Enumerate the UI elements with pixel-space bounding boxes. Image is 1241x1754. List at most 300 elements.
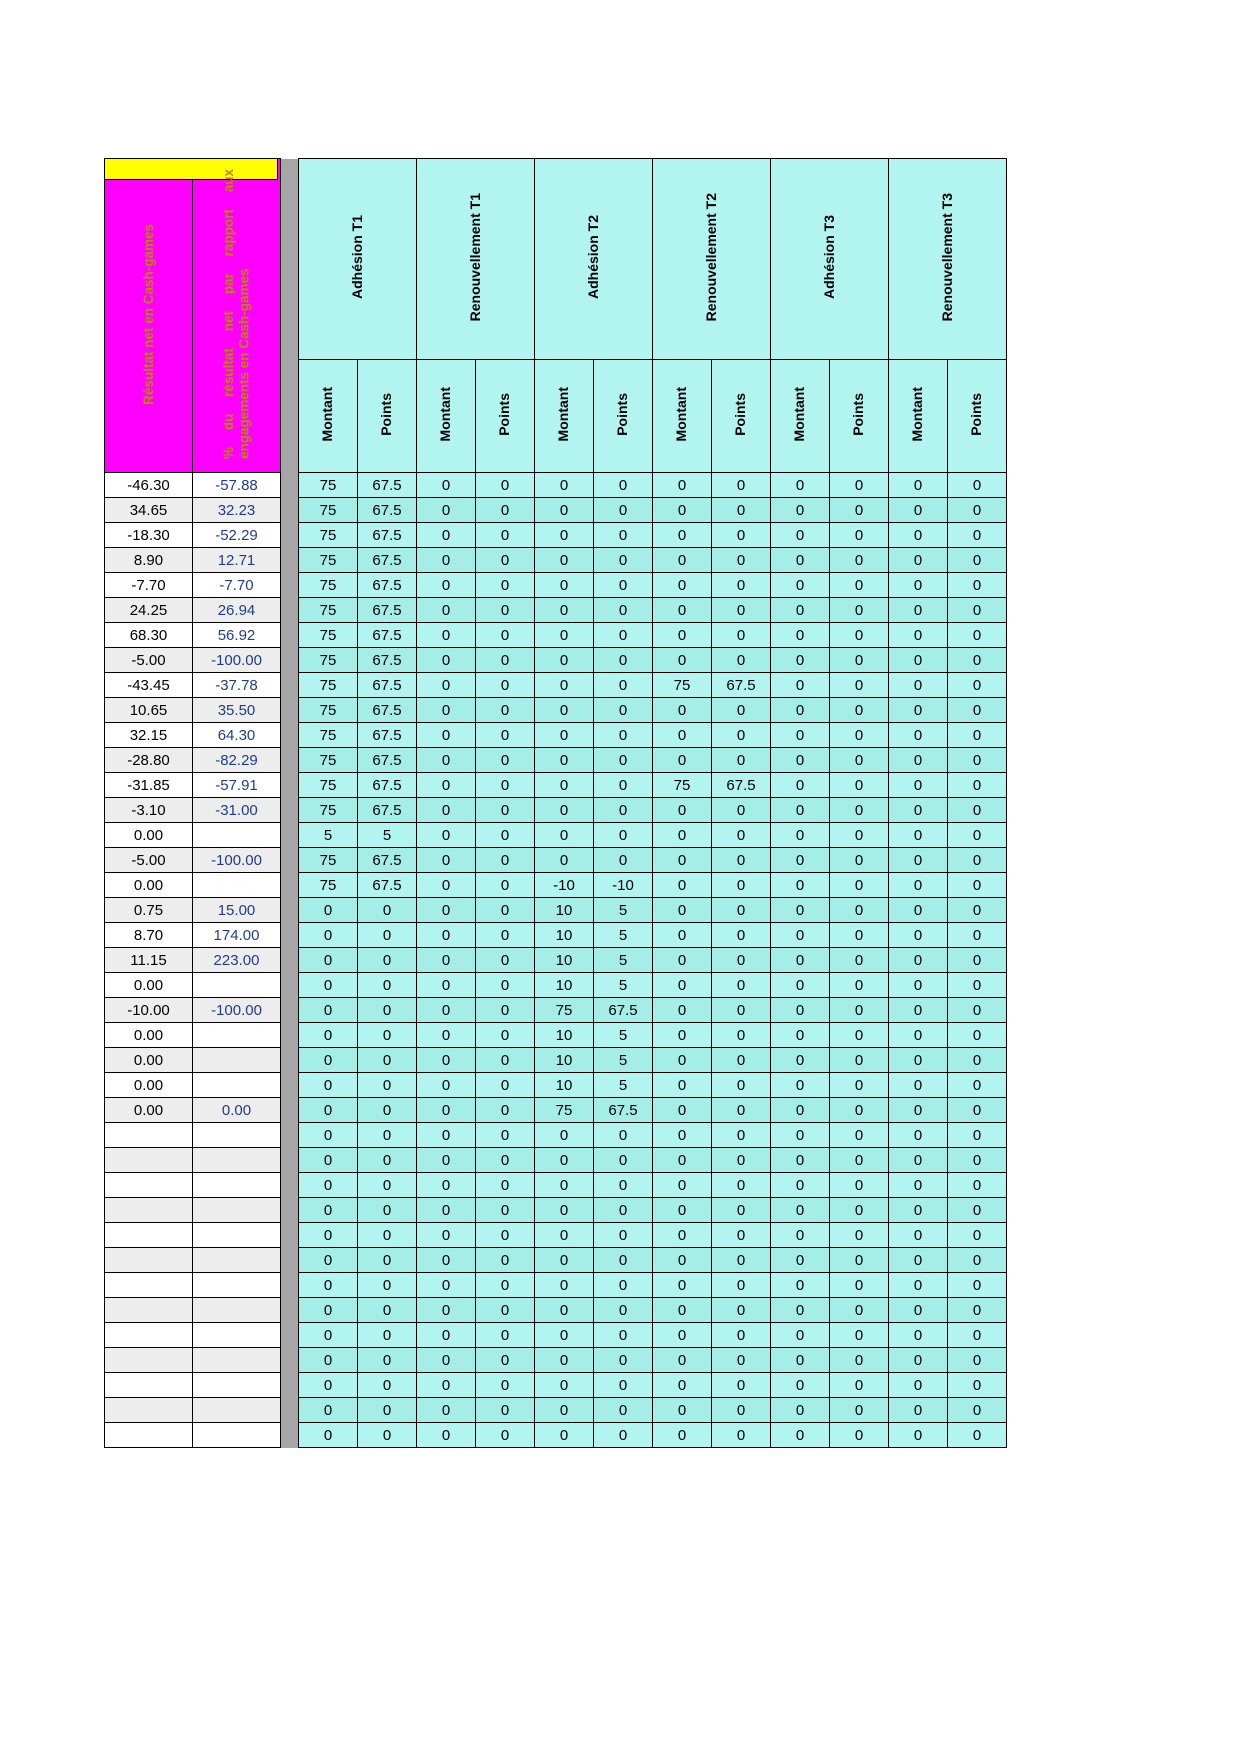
cell-montant[interactable]: 0 bbox=[535, 573, 594, 598]
cell-montant[interactable]: 0 bbox=[653, 1123, 712, 1148]
cell-resultat-net[interactable]: 24.25 bbox=[105, 598, 193, 623]
cell-points[interactable]: 0 bbox=[358, 1223, 417, 1248]
cell-points[interactable]: 0 bbox=[594, 1373, 653, 1398]
cell-montant[interactable]: 0 bbox=[299, 1198, 358, 1223]
cell-points[interactable]: 0 bbox=[594, 773, 653, 798]
cell-montant[interactable]: 0 bbox=[417, 548, 476, 573]
cell-points[interactable]: 0 bbox=[594, 673, 653, 698]
cell-montant[interactable]: 0 bbox=[299, 1073, 358, 1098]
cell-montant[interactable]: 0 bbox=[653, 798, 712, 823]
cell-points[interactable]: 0 bbox=[712, 1048, 771, 1073]
cell-montant[interactable]: 0 bbox=[889, 1248, 948, 1273]
cell-points[interactable]: 0 bbox=[712, 923, 771, 948]
cell-points[interactable]: 0 bbox=[830, 1273, 889, 1298]
cell-montant[interactable]: 0 bbox=[889, 623, 948, 648]
cell-points[interactable]: 0 bbox=[830, 723, 889, 748]
cell-points[interactable]: 0 bbox=[476, 1148, 535, 1173]
cell-points[interactable]: 0 bbox=[476, 748, 535, 773]
cell-points[interactable]: 0 bbox=[594, 798, 653, 823]
cell-pourcentage[interactable] bbox=[193, 973, 281, 998]
cell-points[interactable]: 67.5 bbox=[358, 673, 417, 698]
cell-montant[interactable]: 0 bbox=[535, 598, 594, 623]
cell-montant[interactable]: 0 bbox=[889, 823, 948, 848]
cell-montant[interactable]: 75 bbox=[299, 623, 358, 648]
cell-montant[interactable]: 0 bbox=[417, 1198, 476, 1223]
cell-montant[interactable]: 0 bbox=[653, 948, 712, 973]
cell-montant[interactable]: 0 bbox=[771, 1073, 830, 1098]
cell-points[interactable]: 0 bbox=[358, 1023, 417, 1048]
cell-montant[interactable]: 0 bbox=[417, 623, 476, 648]
cell-montant[interactable]: 5 bbox=[299, 823, 358, 848]
cell-montant[interactable]: 0 bbox=[417, 1298, 476, 1323]
cell-points[interactable]: 0 bbox=[594, 523, 653, 548]
cell-points[interactable]: 67.5 bbox=[358, 573, 417, 598]
cell-points[interactable]: 0 bbox=[712, 523, 771, 548]
cell-points[interactable]: 0 bbox=[476, 1423, 535, 1448]
cell-montant[interactable]: 0 bbox=[771, 1223, 830, 1248]
cell-points[interactable]: 0 bbox=[830, 848, 889, 873]
cell-montant[interactable]: 0 bbox=[535, 848, 594, 873]
cell-points[interactable]: 0 bbox=[830, 1098, 889, 1123]
cell-resultat-net[interactable]: -31.85 bbox=[105, 773, 193, 798]
cell-points[interactable]: 67.5 bbox=[712, 673, 771, 698]
cell-montant[interactable]: 0 bbox=[889, 948, 948, 973]
cell-points[interactable]: 0 bbox=[476, 823, 535, 848]
cell-montant[interactable]: 0 bbox=[771, 748, 830, 773]
cell-points[interactable]: 0 bbox=[712, 898, 771, 923]
cell-pourcentage[interactable] bbox=[193, 1298, 281, 1323]
cell-montant[interactable]: -10 bbox=[535, 873, 594, 898]
cell-montant[interactable]: 0 bbox=[889, 798, 948, 823]
cell-points[interactable]: 0 bbox=[948, 1048, 1007, 1073]
cell-montant[interactable]: 0 bbox=[535, 1223, 594, 1248]
cell-montant[interactable]: 0 bbox=[417, 723, 476, 748]
cell-points[interactable]: 0 bbox=[948, 598, 1007, 623]
cell-montant[interactable]: 0 bbox=[771, 1023, 830, 1048]
cell-points[interactable]: 0 bbox=[476, 473, 535, 498]
cell-resultat-net[interactable]: 0.75 bbox=[105, 898, 193, 923]
cell-points[interactable]: 0 bbox=[594, 848, 653, 873]
cell-points[interactable]: 0 bbox=[358, 1373, 417, 1398]
cell-points[interactable]: 0 bbox=[712, 1173, 771, 1198]
cell-resultat-net[interactable] bbox=[105, 1273, 193, 1298]
cell-montant[interactable]: 0 bbox=[771, 848, 830, 873]
cell-montant[interactable]: 0 bbox=[535, 773, 594, 798]
cell-montant[interactable]: 0 bbox=[771, 1298, 830, 1323]
cell-points[interactable]: 5 bbox=[594, 898, 653, 923]
cell-montant[interactable]: 0 bbox=[771, 898, 830, 923]
cell-montant[interactable]: 0 bbox=[889, 973, 948, 998]
cell-montant[interactable]: 0 bbox=[889, 473, 948, 498]
cell-points[interactable]: 0 bbox=[830, 1373, 889, 1398]
cell-montant[interactable]: 0 bbox=[771, 1398, 830, 1423]
cell-points[interactable]: 0 bbox=[712, 1023, 771, 1048]
cell-montant[interactable]: 75 bbox=[299, 773, 358, 798]
cell-points[interactable]: 0 bbox=[948, 473, 1007, 498]
cell-montant[interactable]: 0 bbox=[535, 498, 594, 523]
cell-montant[interactable]: 0 bbox=[535, 698, 594, 723]
cell-montant[interactable]: 0 bbox=[771, 873, 830, 898]
cell-resultat-net[interactable]: 8.70 bbox=[105, 923, 193, 948]
cell-points[interactable]: 0 bbox=[594, 1223, 653, 1248]
cell-montant[interactable]: 0 bbox=[653, 498, 712, 523]
cell-pourcentage[interactable]: -100.00 bbox=[193, 648, 281, 673]
cell-points[interactable]: 0 bbox=[476, 648, 535, 673]
cell-montant[interactable]: 0 bbox=[417, 948, 476, 973]
cell-montant[interactable]: 0 bbox=[653, 1048, 712, 1073]
cell-points[interactable]: 0 bbox=[830, 1123, 889, 1148]
cell-points[interactable]: 0 bbox=[358, 923, 417, 948]
cell-points[interactable]: 0 bbox=[948, 573, 1007, 598]
cell-points[interactable]: 0 bbox=[948, 1023, 1007, 1048]
cell-points[interactable]: 5 bbox=[594, 973, 653, 998]
cell-points[interactable]: 0 bbox=[594, 598, 653, 623]
cell-points[interactable]: 0 bbox=[358, 1048, 417, 1073]
cell-points[interactable]: 0 bbox=[712, 798, 771, 823]
cell-points[interactable]: 67.5 bbox=[358, 498, 417, 523]
cell-resultat-net[interactable]: 11.15 bbox=[105, 948, 193, 973]
cell-points[interactable]: 0 bbox=[358, 1173, 417, 1198]
cell-resultat-net[interactable] bbox=[105, 1223, 193, 1248]
cell-points[interactable]: 0 bbox=[830, 648, 889, 673]
cell-points[interactable]: 0 bbox=[948, 973, 1007, 998]
cell-montant[interactable]: 0 bbox=[417, 523, 476, 548]
cell-montant[interactable]: 0 bbox=[889, 1273, 948, 1298]
cell-pourcentage[interactable] bbox=[193, 1273, 281, 1298]
cell-montant[interactable]: 75 bbox=[299, 473, 358, 498]
cell-resultat-net[interactable] bbox=[105, 1198, 193, 1223]
cell-montant[interactable]: 0 bbox=[535, 798, 594, 823]
cell-montant[interactable]: 0 bbox=[889, 1073, 948, 1098]
cell-pourcentage[interactable]: 32.23 bbox=[193, 498, 281, 523]
cell-montant[interactable]: 0 bbox=[771, 623, 830, 648]
cell-points[interactable]: 0 bbox=[712, 1148, 771, 1173]
cell-montant[interactable]: 0 bbox=[771, 923, 830, 948]
cell-montant[interactable]: 0 bbox=[653, 573, 712, 598]
cell-points[interactable]: 67.5 bbox=[358, 523, 417, 548]
cell-montant[interactable]: 0 bbox=[889, 698, 948, 723]
cell-points[interactable]: 0 bbox=[712, 998, 771, 1023]
cell-montant[interactable]: 0 bbox=[417, 1323, 476, 1348]
cell-resultat-net[interactable]: 0.00 bbox=[105, 1073, 193, 1098]
cell-points[interactable]: 5 bbox=[594, 948, 653, 973]
cell-points[interactable]: 0 bbox=[476, 623, 535, 648]
cell-points[interactable]: 0 bbox=[476, 1273, 535, 1298]
cell-montant[interactable]: 75 bbox=[299, 548, 358, 573]
cell-points[interactable]: 67.5 bbox=[358, 548, 417, 573]
cell-points[interactable]: 0 bbox=[948, 848, 1007, 873]
cell-montant[interactable]: 0 bbox=[417, 973, 476, 998]
cell-points[interactable]: 0 bbox=[712, 748, 771, 773]
cell-points[interactable]: 0 bbox=[948, 1423, 1007, 1448]
cell-montant[interactable]: 0 bbox=[417, 823, 476, 848]
cell-montant[interactable]: 0 bbox=[535, 623, 594, 648]
cell-points[interactable]: 0 bbox=[712, 1073, 771, 1098]
cell-montant[interactable]: 0 bbox=[299, 1273, 358, 1298]
cell-montant[interactable]: 0 bbox=[889, 1373, 948, 1398]
cell-points[interactable]: -10 bbox=[594, 873, 653, 898]
cell-montant[interactable]: 0 bbox=[771, 1123, 830, 1148]
cell-montant[interactable]: 0 bbox=[299, 973, 358, 998]
cell-montant[interactable]: 10 bbox=[535, 973, 594, 998]
cell-montant[interactable]: 0 bbox=[889, 648, 948, 673]
cell-montant[interactable]: 0 bbox=[417, 1123, 476, 1148]
cell-points[interactable]: 67.5 bbox=[358, 848, 417, 873]
cell-montant[interactable]: 0 bbox=[771, 1423, 830, 1448]
cell-points[interactable]: 0 bbox=[476, 1073, 535, 1098]
cell-montant[interactable]: 75 bbox=[299, 523, 358, 548]
cell-points[interactable]: 0 bbox=[830, 998, 889, 1023]
cell-montant[interactable]: 0 bbox=[299, 948, 358, 973]
cell-points[interactable]: 0 bbox=[594, 698, 653, 723]
cell-resultat-net[interactable]: -28.80 bbox=[105, 748, 193, 773]
cell-points[interactable]: 0 bbox=[830, 1323, 889, 1348]
cell-montant[interactable]: 0 bbox=[535, 1248, 594, 1273]
cell-points[interactable]: 0 bbox=[476, 1023, 535, 1048]
cell-points[interactable]: 0 bbox=[830, 1048, 889, 1073]
cell-points[interactable]: 0 bbox=[358, 1323, 417, 1348]
cell-pourcentage[interactable] bbox=[193, 1023, 281, 1048]
cell-points[interactable]: 0 bbox=[476, 723, 535, 748]
cell-points[interactable]: 0 bbox=[830, 923, 889, 948]
cell-points[interactable]: 0 bbox=[476, 1198, 535, 1223]
cell-pourcentage[interactable]: 0.00 bbox=[193, 1098, 281, 1123]
cell-montant[interactable]: 0 bbox=[771, 1048, 830, 1073]
cell-montant[interactable]: 0 bbox=[653, 1373, 712, 1398]
cell-points[interactable]: 0 bbox=[712, 648, 771, 673]
cell-montant[interactable]: 0 bbox=[889, 1048, 948, 1073]
cell-montant[interactable]: 0 bbox=[299, 1048, 358, 1073]
cell-montant[interactable]: 0 bbox=[653, 598, 712, 623]
cell-points[interactable]: 0 bbox=[712, 1248, 771, 1273]
cell-montant[interactable]: 10 bbox=[535, 1023, 594, 1048]
cell-points[interactable]: 0 bbox=[830, 973, 889, 998]
cell-points[interactable]: 0 bbox=[830, 473, 889, 498]
cell-montant[interactable]: 0 bbox=[653, 898, 712, 923]
cell-points[interactable]: 0 bbox=[948, 548, 1007, 573]
cell-montant[interactable]: 0 bbox=[299, 1223, 358, 1248]
cell-montant[interactable]: 0 bbox=[535, 1423, 594, 1448]
cell-resultat-net[interactable]: -5.00 bbox=[105, 648, 193, 673]
cell-points[interactable]: 0 bbox=[948, 1098, 1007, 1123]
cell-points[interactable]: 0 bbox=[476, 798, 535, 823]
cell-montant[interactable]: 0 bbox=[535, 1373, 594, 1398]
cell-points[interactable]: 0 bbox=[594, 1323, 653, 1348]
cell-montant[interactable]: 0 bbox=[889, 1423, 948, 1448]
cell-points[interactable]: 0 bbox=[594, 1173, 653, 1198]
cell-montant[interactable]: 0 bbox=[653, 723, 712, 748]
cell-montant[interactable]: 0 bbox=[653, 1348, 712, 1373]
cell-points[interactable]: 67.5 bbox=[358, 473, 417, 498]
cell-montant[interactable]: 75 bbox=[299, 673, 358, 698]
cell-montant[interactable]: 10 bbox=[535, 923, 594, 948]
cell-points[interactable]: 0 bbox=[358, 1198, 417, 1223]
cell-montant[interactable]: 0 bbox=[771, 1173, 830, 1198]
cell-points[interactable]: 0 bbox=[948, 998, 1007, 1023]
cell-montant[interactable]: 75 bbox=[299, 873, 358, 898]
cell-montant[interactable]: 0 bbox=[417, 1073, 476, 1098]
cell-montant[interactable]: 0 bbox=[771, 1323, 830, 1348]
cell-resultat-net[interactable]: 34.65 bbox=[105, 498, 193, 523]
cell-points[interactable]: 0 bbox=[476, 673, 535, 698]
cell-pourcentage[interactable] bbox=[193, 1223, 281, 1248]
cell-resultat-net[interactable] bbox=[105, 1373, 193, 1398]
cell-montant[interactable]: 75 bbox=[299, 598, 358, 623]
cell-points[interactable]: 0 bbox=[948, 1173, 1007, 1198]
cell-points[interactable]: 0 bbox=[948, 1348, 1007, 1373]
cell-montant[interactable]: 0 bbox=[417, 1248, 476, 1273]
cell-pourcentage[interactable]: -52.29 bbox=[193, 523, 281, 548]
cell-pourcentage[interactable] bbox=[193, 1398, 281, 1423]
cell-points[interactable]: 0 bbox=[476, 573, 535, 598]
cell-points[interactable]: 0 bbox=[358, 973, 417, 998]
cell-points[interactable]: 0 bbox=[358, 1398, 417, 1423]
cell-pourcentage[interactable]: -31.00 bbox=[193, 798, 281, 823]
cell-points[interactable]: 0 bbox=[594, 548, 653, 573]
cell-montant[interactable]: 0 bbox=[535, 523, 594, 548]
cell-points[interactable]: 67.5 bbox=[358, 798, 417, 823]
cell-montant[interactable]: 0 bbox=[771, 1273, 830, 1298]
cell-points[interactable]: 0 bbox=[948, 1323, 1007, 1348]
cell-points[interactable]: 0 bbox=[830, 548, 889, 573]
cell-points[interactable]: 67.5 bbox=[358, 698, 417, 723]
cell-montant[interactable]: 0 bbox=[535, 1173, 594, 1198]
cell-resultat-net[interactable]: -43.45 bbox=[105, 673, 193, 698]
cell-montant[interactable]: 0 bbox=[299, 1248, 358, 1273]
cell-montant[interactable]: 0 bbox=[889, 1348, 948, 1373]
cell-points[interactable]: 0 bbox=[476, 1323, 535, 1348]
cell-points[interactable]: 0 bbox=[830, 573, 889, 598]
cell-montant[interactable]: 0 bbox=[299, 998, 358, 1023]
cell-montant[interactable]: 0 bbox=[771, 648, 830, 673]
cell-resultat-net[interactable] bbox=[105, 1173, 193, 1198]
cell-resultat-net[interactable]: -18.30 bbox=[105, 523, 193, 548]
cell-montant[interactable]: 0 bbox=[299, 1298, 358, 1323]
cell-points[interactable]: 0 bbox=[476, 598, 535, 623]
cell-points[interactable]: 0 bbox=[830, 773, 889, 798]
cell-points[interactable]: 0 bbox=[712, 1398, 771, 1423]
cell-points[interactable]: 0 bbox=[594, 1198, 653, 1223]
cell-points[interactable]: 0 bbox=[830, 1023, 889, 1048]
cell-montant[interactable]: 0 bbox=[299, 898, 358, 923]
cell-montant[interactable]: 0 bbox=[417, 1023, 476, 1048]
cell-montant[interactable]: 0 bbox=[535, 1323, 594, 1348]
cell-montant[interactable]: 0 bbox=[771, 1373, 830, 1398]
cell-montant[interactable]: 0 bbox=[299, 1373, 358, 1398]
cell-points[interactable]: 0 bbox=[476, 1173, 535, 1198]
cell-montant[interactable]: 0 bbox=[653, 1148, 712, 1173]
cell-montant[interactable]: 0 bbox=[889, 923, 948, 948]
cell-resultat-net[interactable]: 0.00 bbox=[105, 1048, 193, 1073]
cell-resultat-net[interactable]: -5.00 bbox=[105, 848, 193, 873]
cell-montant[interactable]: 0 bbox=[653, 923, 712, 948]
cell-montant[interactable]: 0 bbox=[535, 1273, 594, 1298]
cell-points[interactable]: 5 bbox=[594, 923, 653, 948]
cell-resultat-net[interactable] bbox=[105, 1398, 193, 1423]
cell-points[interactable]: 0 bbox=[948, 873, 1007, 898]
cell-montant[interactable]: 0 bbox=[299, 1123, 358, 1148]
cell-points[interactable]: 0 bbox=[476, 1373, 535, 1398]
cell-montant[interactable]: 0 bbox=[653, 1223, 712, 1248]
cell-montant[interactable]: 0 bbox=[417, 1048, 476, 1073]
cell-montant[interactable]: 0 bbox=[889, 723, 948, 748]
cell-montant[interactable]: 0 bbox=[653, 848, 712, 873]
cell-resultat-net[interactable]: 0.00 bbox=[105, 873, 193, 898]
cell-points[interactable]: 0 bbox=[712, 948, 771, 973]
cell-pourcentage[interactable]: 174.00 bbox=[193, 923, 281, 948]
cell-montant[interactable]: 0 bbox=[417, 673, 476, 698]
cell-points[interactable]: 0 bbox=[594, 1273, 653, 1298]
cell-montant[interactable]: 0 bbox=[653, 873, 712, 898]
cell-montant[interactable]: 0 bbox=[889, 1398, 948, 1423]
cell-points[interactable]: 0 bbox=[948, 698, 1007, 723]
cell-points[interactable]: 0 bbox=[476, 1048, 535, 1073]
cell-montant[interactable]: 10 bbox=[535, 898, 594, 923]
cell-montant[interactable]: 75 bbox=[299, 723, 358, 748]
cell-pourcentage[interactable]: -37.78 bbox=[193, 673, 281, 698]
cell-montant[interactable]: 0 bbox=[299, 1323, 358, 1348]
cell-points[interactable]: 0 bbox=[594, 748, 653, 773]
cell-montant[interactable]: 0 bbox=[299, 1173, 358, 1198]
cell-montant[interactable]: 0 bbox=[889, 773, 948, 798]
cell-pourcentage[interactable]: 223.00 bbox=[193, 948, 281, 973]
cell-points[interactable]: 67.5 bbox=[358, 648, 417, 673]
cell-montant[interactable]: 0 bbox=[417, 923, 476, 948]
cell-points[interactable]: 0 bbox=[712, 473, 771, 498]
cell-montant[interactable]: 0 bbox=[417, 473, 476, 498]
cell-montant[interactable]: 0 bbox=[653, 473, 712, 498]
cell-pourcentage[interactable] bbox=[193, 1123, 281, 1148]
cell-points[interactable]: 0 bbox=[830, 523, 889, 548]
cell-montant[interactable]: 0 bbox=[889, 898, 948, 923]
cell-montant[interactable]: 0 bbox=[889, 873, 948, 898]
cell-points[interactable]: 0 bbox=[948, 1398, 1007, 1423]
cell-points[interactable]: 0 bbox=[830, 698, 889, 723]
cell-montant[interactable]: 0 bbox=[417, 1398, 476, 1423]
cell-points[interactable]: 0 bbox=[948, 1073, 1007, 1098]
cell-points[interactable]: 0 bbox=[594, 1423, 653, 1448]
cell-resultat-net[interactable]: 0.00 bbox=[105, 823, 193, 848]
cell-pourcentage[interactable] bbox=[193, 1323, 281, 1348]
cell-points[interactable]: 0 bbox=[594, 1148, 653, 1173]
cell-pourcentage[interactable]: -57.88 bbox=[193, 473, 281, 498]
cell-points[interactable]: 67.5 bbox=[358, 598, 417, 623]
cell-montant[interactable]: 0 bbox=[535, 1398, 594, 1423]
cell-montant[interactable]: 0 bbox=[653, 1098, 712, 1123]
cell-pourcentage[interactable] bbox=[193, 1048, 281, 1073]
cell-points[interactable]: 0 bbox=[830, 1348, 889, 1373]
cell-montant[interactable]: 0 bbox=[535, 748, 594, 773]
cell-pourcentage[interactable]: 64.30 bbox=[193, 723, 281, 748]
cell-points[interactable]: 0 bbox=[476, 498, 535, 523]
cell-montant[interactable]: 10 bbox=[535, 948, 594, 973]
cell-montant[interactable]: 0 bbox=[889, 748, 948, 773]
cell-pourcentage[interactable]: 12.71 bbox=[193, 548, 281, 573]
cell-montant[interactable]: 0 bbox=[771, 1198, 830, 1223]
cell-points[interactable]: 0 bbox=[476, 1398, 535, 1423]
cell-montant[interactable]: 0 bbox=[771, 498, 830, 523]
cell-montant[interactable]: 0 bbox=[417, 498, 476, 523]
cell-points[interactable]: 67.5 bbox=[594, 998, 653, 1023]
cell-points[interactable]: 0 bbox=[358, 1123, 417, 1148]
cell-montant[interactable]: 75 bbox=[653, 673, 712, 698]
cell-resultat-net[interactable] bbox=[105, 1348, 193, 1373]
cell-resultat-net[interactable]: -3.10 bbox=[105, 798, 193, 823]
cell-pourcentage[interactable] bbox=[193, 1198, 281, 1223]
cell-montant[interactable]: 0 bbox=[417, 698, 476, 723]
cell-points[interactable]: 0 bbox=[712, 873, 771, 898]
cell-montant[interactable]: 0 bbox=[299, 1348, 358, 1373]
